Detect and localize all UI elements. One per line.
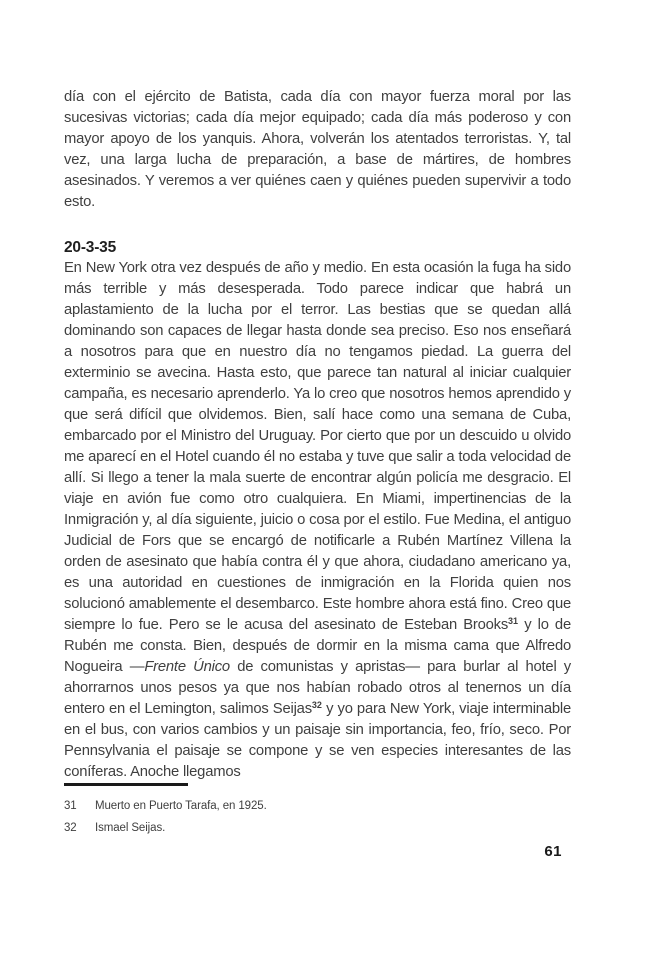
entry-date-heading: 20-3-35 — [64, 239, 117, 256]
footnote-reference: 31 — [508, 616, 519, 626]
text-segment: de comunistas y apristas— para burlar al hotel y ahorrarnos unos pesos ya que nos habían robado otros al tenernos un día entero en el Lemington, salimos Seijas — [64, 659, 571, 717]
footnote-32 — [64, 817, 571, 839]
entry-paragraph — [64, 258, 571, 783]
footnote-31 — [64, 795, 571, 817]
footnote-reference: 32 — [311, 700, 322, 710]
text-segment: día con el ejército de Batista, cada día con mayor fuerza moral por las sucesivas victorias; cada día mejor equipado; cada día más poderoso y con mayor apoyo de los yanquis. Ahora, volverán los atentados terroristas. Y, tal vez, una larga lucha de preparación, a base de mártires, de hombres asesinados. Y veremos a ver quiénes caen y quiénes pueden supervivir a todo esto. — [64, 89, 571, 210]
italic-text-segment: Frente Único — [144, 659, 230, 675]
footnote-number: 32 — [64, 822, 77, 834]
page-number: 61 — [544, 843, 562, 860]
text-segment: y yo para New York, viaje interminable en el bus, con varios cambios y un paisaje sin importancia, feo, frío, seco. Por Pennsylvania el paisaje se compone y se ven especies interesantes de las coníferas. Anoche llegamos — [64, 701, 571, 780]
footnote-separator-rule — [64, 783, 188, 786]
footnote-block — [64, 783, 571, 839]
footnote-text: Muerto en Puerto Tarafa, en 1925. — [95, 800, 267, 812]
intro-paragraph — [64, 87, 571, 213]
text-block — [64, 87, 571, 783]
footnote-number: 31 — [64, 800, 77, 812]
text-segment: y lo de Rubén me consta. Bien, después de dormir en la misma cama que Alfredo Nogueira — — [64, 617, 571, 675]
text-segment: En New York otra vez después de año y medio. En esta ocasión la fuga ha sido más terrible y más desesperada. Todo parece indicar que habrá un aplastamiento de la lucha por el terror. Las bestias que se quedan allá dominando son capaces de llegar hasta donde sea preciso. Eso nos enseñará a nosotros para que en nuestro día no tengamos piedad. La guerra del exterminio se avecina. Hasta esto, que parece tan natural al iniciar cualquier campaña, es necesario aprenderlo. Ya lo creo que nosotros hemos aprendido y que será difícil que olvidemos. Bien, salí hace como una semana de Cuba, embarcado por el Ministro del Uruguay. Por cierto que por un descuido u olvido me aparecí en el Hotel cuando él no estaba y tuve que salir a toda velocidad de allí. Si llego a tener la mala suerte de encontrar algún policía me desgracio. El viaje en avión fue como otro cualquiera. En Miami, impertinencias de la Inmigración y, al día siguiente, juicio o cosa por el estilo. Fue Medina, el antiguo Judicial de Fors que se encargó de notificarle a Rubén Martínez Villena la orden de asesinato que había contra él y que ahora, ciudadano americano ya, es una autoridad en cuestiones de inmigración en la Florida quien nos solucionó amablemente el desembarco. Este hombre ahora está fino. Creo que siempre lo fue. Pero se le acusa del asesinato de Esteban Brooks — [64, 260, 571, 633]
footnote-text: Ismael Seijas. — [95, 822, 166, 834]
